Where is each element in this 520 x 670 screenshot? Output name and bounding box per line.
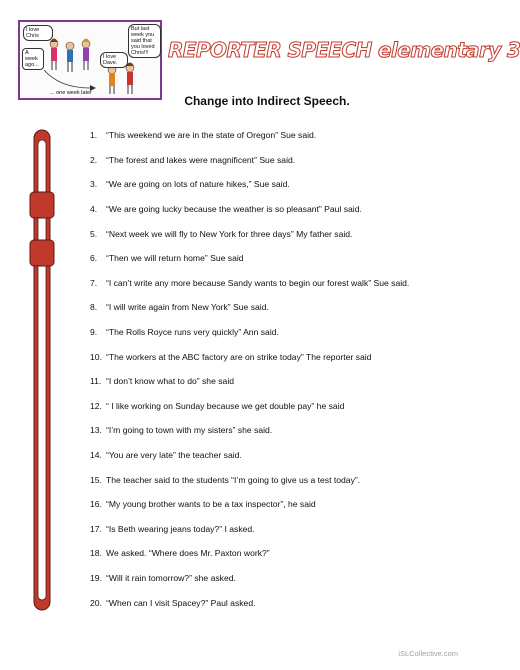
sentence-text: “This weekend we are in the state of Oregon” Sue said. — [106, 130, 317, 141]
sentence-item — [90, 197, 460, 222]
sentence-number: 15. — [90, 474, 102, 485]
sentence-number: 19. — [90, 572, 102, 583]
sentence-text: “I can’t write any more because Sandy wants to begin our forest walk” Sue said. — [106, 277, 410, 288]
sentence-number: 3. — [90, 179, 98, 190]
sentence-number: 2. — [90, 154, 98, 165]
sentence-item — [90, 590, 460, 615]
sentence-text: “The forest and lakes were magnificent” Sue said. — [106, 154, 296, 165]
sentence-number: 5. — [90, 228, 98, 239]
sentence-item — [90, 148, 460, 173]
sentence-item — [90, 517, 460, 542]
sentence-text: “The workers at the ABC factory are on strike today” The reporter said — [106, 351, 372, 362]
sentence-number: 4. — [90, 204, 98, 215]
speech-bubble-reply: But last week you said that you loved Chris!!! — [128, 24, 161, 58]
sentence-list — [90, 123, 460, 615]
sentence-number: 11. — [90, 376, 102, 387]
sentence-text: “I’m going to town with my sisters” she said. — [106, 425, 273, 436]
sentence-number: 20. — [90, 597, 102, 608]
binder-clip-decoration — [30, 130, 54, 610]
sentence-number: 10. — [90, 351, 102, 362]
speech-bubble-chris: I love Chris — [23, 25, 53, 41]
sentence-item — [90, 492, 460, 517]
sentence-text: “Will it rain tomorrow?” she asked. — [106, 572, 236, 583]
sentence-item — [90, 443, 460, 468]
sentence-number: 12. — [90, 400, 102, 411]
sentence-number: 13. — [90, 425, 102, 436]
sentence-text: “Then we will return home” Sue said — [106, 253, 244, 264]
instruction-heading: Change into Indirect Speech. — [184, 94, 350, 108]
sentence-text: “Next week we will fly to New York for three days” My father said. — [106, 228, 353, 239]
sentence-text: We asked. “Where does Mr. Paxton work?” — [106, 548, 270, 559]
sentence-item — [90, 566, 460, 591]
sentence-text: “We are going on lots of nature hikes,” Sue said. — [106, 179, 290, 190]
watermark: iSLCollective.com — [398, 649, 458, 658]
sentence-number: 1. — [90, 130, 98, 141]
sentence-item — [90, 320, 460, 345]
sentence-item — [90, 246, 460, 271]
sentence-item — [90, 172, 460, 197]
sentence-item — [90, 344, 460, 369]
sentence-number: 18. — [90, 548, 102, 559]
sentence-item — [90, 418, 460, 443]
sentence-text: “Is Beth wearing jeans today?” I asked. — [106, 523, 255, 534]
cartoon-illustration — [18, 20, 162, 100]
sentence-item — [90, 295, 460, 320]
cartoon-caption: ... one week later — [50, 90, 92, 96]
sentence-number: 16. — [90, 499, 102, 510]
sentence-number: 14. — [90, 450, 102, 461]
speech-bubble-week-ago: A week ago... — [22, 48, 44, 70]
worksheet-title: REPORTER SPEECH elementary 3 — [168, 38, 520, 62]
worksheet-page — [6, 6, 520, 664]
sentence-item — [90, 394, 460, 419]
sentence-number: 6. — [90, 253, 98, 264]
sentence-item — [90, 271, 460, 296]
sentence-number: 8. — [90, 302, 98, 313]
sentence-text: “We are going lucky because the weather is so pleasant” Paul said. — [106, 204, 362, 215]
sentence-text: “I don’t know what to do” she said — [106, 376, 235, 387]
sentence-text: The teacher said to the students “I’m going to give us a test today”. — [106, 474, 361, 485]
sentence-text: “The Rolls Royce runs very quickly” Ann said. — [106, 327, 279, 338]
speech-bubble-dave: I love Dave. — [100, 52, 128, 68]
sentence-text: “ I like working on Sunday because we get double pay” he said — [106, 400, 345, 411]
sentence-text: “My young brother wants to be a tax inspector”, he said — [106, 499, 316, 510]
sentence-number: 7. — [90, 277, 98, 288]
sentence-item — [90, 123, 460, 148]
sentence-item — [90, 369, 460, 394]
sentence-number: 17. — [90, 523, 102, 534]
sentence-text: “When can I visit Spacey?” Paul asked. — [106, 597, 256, 608]
sentence-item — [90, 221, 460, 246]
sentence-item — [90, 541, 460, 566]
sentence-item — [90, 467, 460, 492]
sentence-text: “I will write again from New York” Sue said. — [106, 302, 269, 313]
sentence-text: “You are very late” the teacher said. — [106, 450, 242, 461]
sentence-number: 9. — [90, 327, 98, 338]
